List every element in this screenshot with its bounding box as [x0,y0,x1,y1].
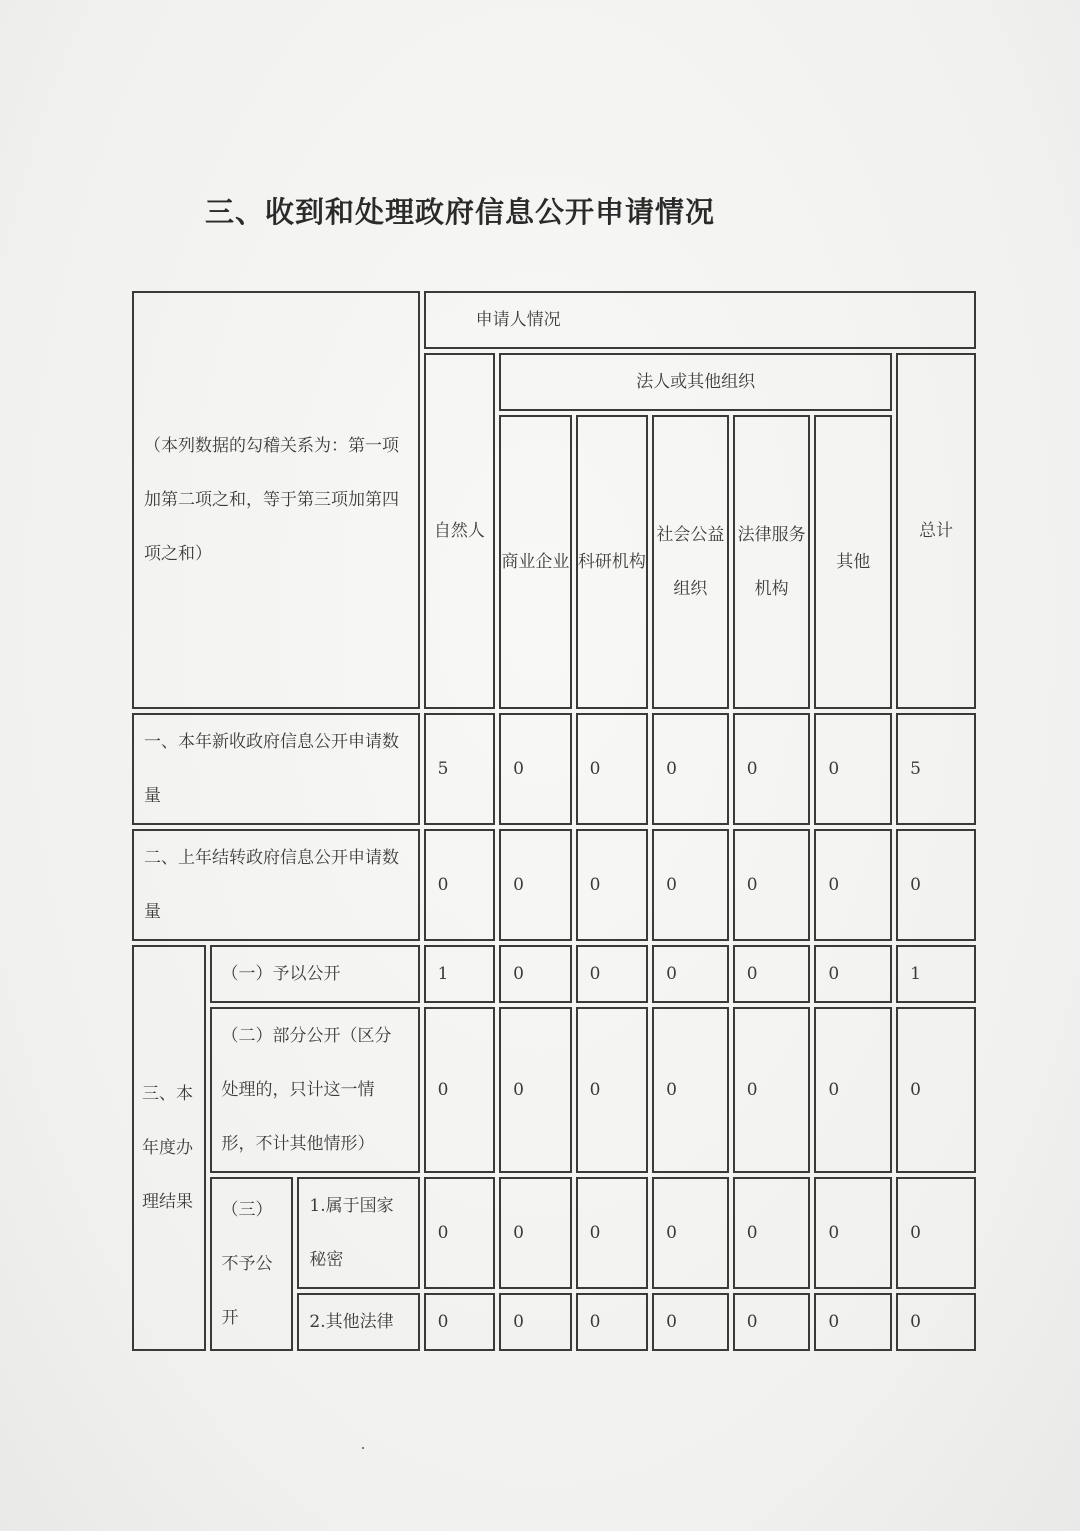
col-research: 科研机构 [576,415,649,709]
cell-value: 0 [814,1293,892,1351]
cell-value: 0 [733,1293,811,1351]
col-legal-service: 法律服务机构 [733,415,811,709]
cell-value: 5 [896,713,976,825]
col-business: 商业企业 [499,415,572,709]
col-natural-person: 自然人 [424,353,495,709]
results-group-label: 三、本年度办理结果 [132,945,206,1351]
cell-value: 0 [733,713,811,825]
row-label-other-law: 2.其他法律 [297,1293,419,1351]
cell-value: 5 [424,713,495,825]
disclosure-statistics-table [128,287,980,1355]
cell-value: 0 [576,1007,649,1173]
cell-value: 0 [652,1007,729,1173]
cell-value: 0 [576,829,649,941]
cell-value: 0 [896,1007,976,1173]
cell-value: 0 [576,713,649,825]
cell-value: 0 [733,829,811,941]
cell-value: 0 [576,1177,649,1289]
legal-org-header: 法人或其他组织 [499,353,892,411]
cell-value: 0 [652,713,729,825]
row-label-carryover: 二、上年结转政府信息公开申请数量 [132,829,420,941]
cell-value: 0 [652,1177,729,1289]
cell-value: 0 [424,1007,495,1173]
cell-value: 0 [814,829,892,941]
col-other: 其他 [814,415,892,709]
cell-value: 0 [576,945,649,1003]
cell-value: 0 [499,1177,572,1289]
col-public-welfare: 社会公益组织 [652,415,729,709]
cell-value: 0 [424,1293,495,1351]
cell-value: 0 [896,829,976,941]
cell-value: 0 [652,945,729,1003]
cell-value: 0 [652,829,729,941]
cell-value: 0 [652,1293,729,1351]
cell-value: 0 [499,1007,572,1173]
cell-value: 0 [499,945,572,1003]
cell-value: 0 [814,713,892,825]
cell-value: 0 [733,1007,811,1173]
row-label-partial: （二）部分公开（区分处理的，只计这一情形，不计其他情形） [210,1007,420,1173]
col-total: 总计 [896,353,976,709]
cell-value: 1 [424,945,495,1003]
cell-value: 0 [499,713,572,825]
section-title: 三、收到和处理政府信息公开申请情况 [205,195,716,229]
cell-value: 0 [424,829,495,941]
cell-value: 0 [814,1177,892,1289]
row-label-disclosed: （一）予以公开 [210,945,420,1003]
cell-value: 0 [733,945,811,1003]
cell-value: 0 [814,945,892,1003]
row-label-not-disclosed: （三）不予公开 [210,1177,294,1351]
cell-value: 0 [896,1177,976,1289]
applicant-header: 申请人情况 [424,291,976,349]
cell-value: 0 [576,1293,649,1351]
cell-value: 0 [733,1177,811,1289]
cell-value: 0 [814,1007,892,1173]
stub-note-cell [132,291,420,709]
row-label-new: 一、本年新收政府信息公开申请数量 [132,713,420,825]
cell-value: 0 [424,1177,495,1289]
cell-value: 0 [499,829,572,941]
scan-speck [362,1447,364,1449]
cell-value: 0 [499,1293,572,1351]
stub-note-text: （本列数据的勾稽关系为：第一项加第二项之和，等于第三项加第四项之和） [144,436,399,564]
cell-value: 0 [896,1293,976,1351]
cell-value: 1 [896,945,976,1003]
row-label-state-secret: 1.属于国家秘密 [297,1177,419,1289]
